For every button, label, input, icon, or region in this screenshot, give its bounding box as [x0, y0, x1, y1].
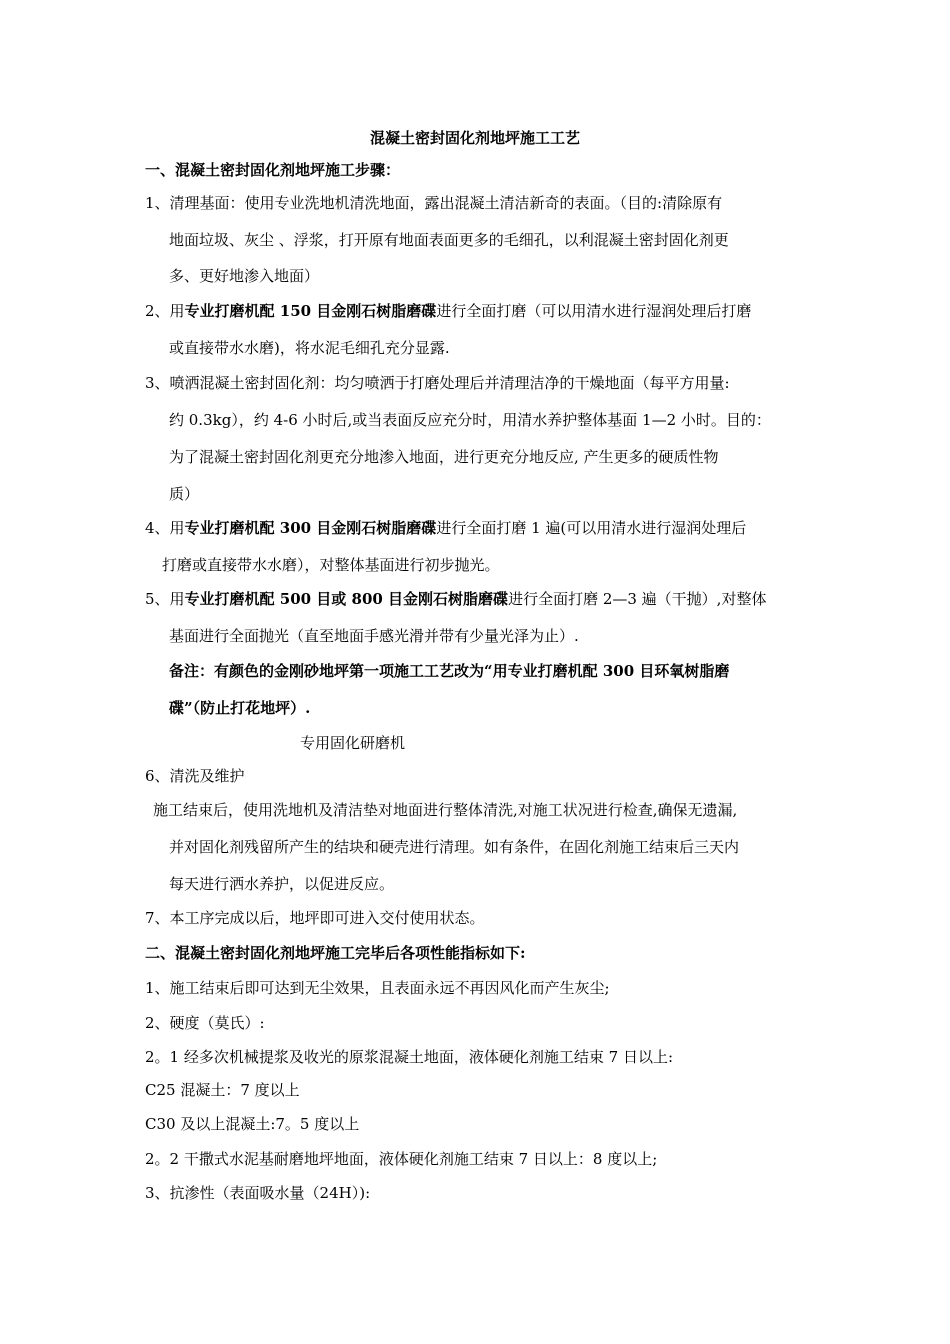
section2-c25: C25 混凝土：7 度以上 — [145, 1081, 300, 1099]
step4-prefix: 4、用 — [145, 519, 185, 537]
step6-line3: 每天进行洒水养护，以促进反应。 — [169, 875, 395, 893]
section2-c30: C30 及以上混凝土:7。5 度以上 — [145, 1115, 360, 1133]
step7: 7、本工序完成以后，地坪即可进入交付使用状态。 — [145, 909, 485, 927]
step5-prefix: 5、用 — [145, 590, 185, 608]
section2-item1: 1、施工结束后即可达到无尘效果，且表面永远不再因风化而产生灰尘; — [145, 979, 610, 997]
step6-line2: 并对固化剂残留所产生的结块和硬壳进行清理。如有条件，在固化剂施工结束后三天内 — [169, 838, 740, 856]
step4-bold-text: 专业打磨机配 300 目金刚石树脂磨碟 — [184, 519, 437, 537]
section2-item3: 3、抗渗性（表面吸水量（24H）): — [145, 1184, 371, 1202]
step2-line1 — [145, 301, 751, 321]
note-line2: 碟”（防止打花地坪）. — [169, 699, 311, 717]
step2-suffix: 进行全面打磨（可以用清水进行湿润处理后打磨 — [436, 302, 752, 320]
document-title: 混凝土密封固化剂地坪施工工艺 — [369, 129, 580, 147]
note-line1: 备注：有颜色的金刚砂地坪第一项施工工艺改为“用专业打磨机配 300 目环氧树脂磨 — [169, 662, 730, 680]
step4-suffix: 进行全面打磨 1 遍(可以用清水进行湿润处理后 — [436, 519, 747, 537]
step3-line4: 质） — [169, 485, 200, 503]
section2-item2: 2、硬度（莫氏）: — [145, 1014, 265, 1032]
step6-line1: 施工结束后，使用洗地机及清洁垫对地面进行整体清洗,对施工状况进行检查,确保无遗漏, — [153, 801, 738, 819]
section2-item2-1: 2。1 经多次机械提浆及收光的原浆混凝土地面，液体硬化剂施工结束 7 日以上: — [145, 1048, 673, 1066]
section2-item2-2: 2。2 干撒式水泥基耐磨地坪地面，液体硬化剂施工结束 7 日以上：8 度以上; — [145, 1150, 658, 1168]
step5-suffix: 进行全面打磨 2—3 遍（干抛）,对整体 — [508, 590, 767, 608]
step3-line3: 为了混凝土密封固化剂更充分地渗入地面，进行更充分地反应, 产生更多的硬质性物 — [169, 448, 719, 466]
step3-line1: 3、喷洒混凝土密封固化剂：均匀喷洒于打磨处理后并清理洁净的干燥地面（每平方用量: — [145, 374, 730, 392]
step1-line2: 地面垃圾、灰尘 、浮浆，打开原有地面表面更多的毛细孔，以利混凝土密封固化剂更 — [169, 231, 729, 249]
step1-line3: 多、更好地渗入地面） — [169, 267, 320, 285]
step2-bold-text: 专业打磨机配 150 目金刚石树脂磨碟 — [184, 302, 437, 320]
section1-heading: 一、混凝土密封固化剂地坪施工步骤： — [145, 161, 401, 179]
step1-line1: 1、清理基面：使用专业洗地机清洗地面，露出混凝土清洁新奇的表面。（目的:清除原有 — [145, 194, 723, 212]
step6-heading: 6、清洗及维护 — [145, 767, 245, 785]
step2-prefix: 2、用 — [145, 302, 185, 320]
step4-line1 — [145, 518, 746, 538]
step4-line2: 打磨或直接带水水磨），对整体基面进行初步抛光。 — [162, 556, 500, 574]
step5-bold-text: 专业打磨机配 500 目或 800 目金刚石树脂磨碟 — [184, 590, 509, 608]
section2-heading: 二、混凝土密封固化剂地坪施工完毕后各项性能指标如下: — [145, 944, 526, 962]
step2-line2: 或直接带水水磨)，将水泥毛细孔充分显露. — [169, 339, 450, 357]
image-caption: 专用固化研磨机 — [300, 734, 406, 752]
step3-line2: 约 0.3kg），约 4-6 小时后,或当表面反应充分时，用清水养护整体基面 1—2 小时。目的： — [169, 411, 771, 429]
step5-line2: 基面进行全面抛光（直至地面手感光滑并带有少量光泽为止）. — [169, 627, 579, 645]
step5-line1 — [145, 589, 766, 609]
